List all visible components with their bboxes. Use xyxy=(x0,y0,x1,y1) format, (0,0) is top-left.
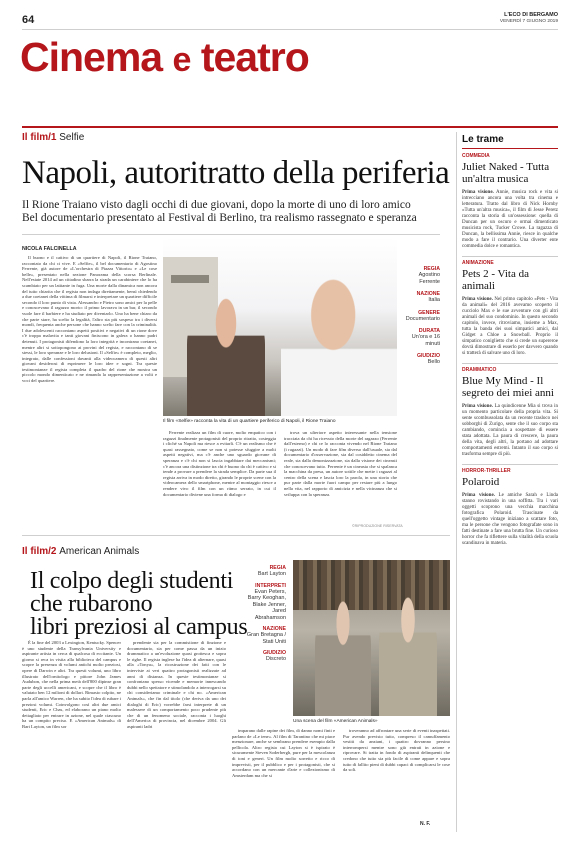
article2-photo xyxy=(293,560,450,716)
sidebar-item-category: HORROR-THRILLER xyxy=(462,468,511,474)
info-label: INTERPRETI xyxy=(255,582,286,589)
article1-title: Napoli, autoritratto della periferia xyxy=(22,155,450,191)
info-value: Bello xyxy=(427,359,440,365)
info-value: Documentario xyxy=(405,315,440,322)
article2-title-line-3: libri preziosi al campus xyxy=(30,614,248,640)
article2-column-2 xyxy=(127,640,226,830)
article1-photo-caption: Il film «Selfie» racconta la vita di un quartiere periferico di Napoli, il Rione Traiano xyxy=(163,419,336,424)
sidebar-item-title: Pets 2 - Vita da animali xyxy=(462,268,529,292)
info-nazione xyxy=(244,626,286,645)
info-label: REGIA xyxy=(269,565,286,571)
sidebar-item-body: Nel primo capitolo «Pets - Vita da animali» del 2016 avevamo scoperto il cucciolo Max e le sue avventure con gli altri animali del suo condominio. In questo secondo capitolo, invece, ritroviamo, insieme a Max, tutta la banda dei suoi simpatici amici, dal Gidget a Chloe a Snowball. Proprio il simpatico coniglietto che si crede un supereroe dovrà dimostrare di esserlo per davvero quando si tratterà di salvare uno di loro. xyxy=(462,297,558,356)
info-label: GIUDIZIO xyxy=(416,353,440,359)
sidebar-item-title: Polaroid xyxy=(462,476,500,488)
section-title-teatro: teatro xyxy=(200,34,309,80)
sidebar-divider xyxy=(456,132,457,832)
newspaper-name: L'ECO DI BERGAMO xyxy=(504,12,558,18)
article1-subtitle-2: Bel documentario presentato al Festival di Berlino, tra realismo rassegnato e speranza xyxy=(22,212,417,224)
article2-info-box xyxy=(244,565,286,663)
sidebar-item-lead: Prima visione. xyxy=(462,297,493,302)
article2-column-4 xyxy=(343,728,450,820)
info-interpreti xyxy=(244,583,286,622)
article2-kicker-num: Il film/2 xyxy=(22,546,57,557)
article1-photo xyxy=(163,237,397,416)
info-value: Bart Layton xyxy=(257,571,286,577)
article2-title xyxy=(30,570,260,639)
sidebar-item-category: DRAMMATICO xyxy=(462,367,497,373)
sidebar-item-animazione xyxy=(462,256,558,357)
article-separator xyxy=(22,535,450,536)
article2-text-1: È la fine del 2003 a Lexington, Kentucky. Spencer è uno studente della Transylvania University e aspirante artista in cerca di qualcosa di eccitante. Un giorno si reca in visita alla biblioteca del campus e scopre la presenza di volumi antichi molto preziosi, opere di Darwin e altri. Tra questi volumi, uno libro illustrato dell'ornitologo e pittore John James Audubon, che nella prima metà dell'800 dipinse gran parte degli uccelli americani, e scopre che il libro è valutato ben 12 milioni di dollari. Rimasto colpito, ne parla all'amico Warren, che ha subito l'idea di rubare i preziosi volumi. Coinvolgono così altri due amici studenti, Eric e Chas, ed elaborano un piano molto dettagliato per entrare in azione, nel quale ciascuno ha un compito preciso. E «American Animals» di Bart Layton, un film sor xyxy=(22,640,121,729)
article1-column-2 xyxy=(163,430,276,530)
article1-text-2: Ferrente realizza un film di cuore, molto empatico con i ragazzi finalmente protagonisti del proprio ritratto, costeggia i cliché su Napoli ma riesce a evitarli. C'è un realismo che è quasi rassegnato, come se non si potesse sfuggire a molti aspetti negativi, ma c'è anche uno sguardo giovane di speranza e c'è chi non si lascia ingabbiare dai meccanismi; c'è ancora una distinzione tra chi è buono da chi è cattivo e si tende a provare a prendere la strada semplice. Da parte sua il regista arriva in modo diretto, girando le proprie scene con la videocamera dello smartphone, mentre al montaggio riesce a rendere vivo il film con un ritmo serrato, in cui il documentario diviene una forma di dialogo e xyxy=(163,430,276,497)
article2-text-4: troveranno ad affrontare una serie di eventi inaspettati. Pur avendo previsto tutto, compreso il camuffamento vestiti da anziani, i quattro dovranno persino interrompersi mentre sono già entrati in azione e riprovare. Si tratta in fondo di aspiranti delinquenti che credono che tutto sia più facile di come appare e sopra tutto di fallito pieni di dubbi capaci di complicarsi le cose da soli. xyxy=(343,728,450,773)
section-title xyxy=(20,34,309,81)
page-number: 64 xyxy=(22,14,35,26)
article2-kicker-topic: American Animals xyxy=(59,546,140,557)
article2-text-2: prendente sia per la commistione di finzione e documentario, sia per come passa da un inizio drammatico a un'evoluzione quasi grottesca e sopra le righe. Il regista inglese ha l'idea di alternare, quasi alla «Tonya», la ricostruzione dei fatti con le interviste ai veri quattro protagonisti realizzate ad anni di distanza. In queste testimonianze si confrontano spesso vicende e memorie innescando dubbi nello spettatore e stimolandolo a interrogarsi su chi consideriamo criminale e chi no. «American Animals», che fin dal titolo (che deriva da uno dei dialoghi di Eric) vorrebbe farsi interprete di un malessere di un comportamento poco prudente più che di un fenomeno sociale, racconta i luoghi dell'America di provincia, nel dicembre 2004. Gli aspiranti ladri xyxy=(127,640,226,729)
article2-title-line-2: che rubarono xyxy=(30,591,153,617)
article2-signature: N. F. xyxy=(420,821,431,827)
photo-building-windows xyxy=(171,275,209,283)
section-title-cinema: Cinema xyxy=(20,34,163,80)
sidebar-item-title: Blue My Mind - Il segreto dei miei anni xyxy=(462,375,554,399)
article1-author: NICOLA FALCINELLA xyxy=(22,246,77,252)
info-label: NAZIONE xyxy=(416,291,440,297)
article2-text-3: imparano dalle rapine dei film, di danno nomi finti e parlano de «Le iene». Al film di Tarantino che mi piace menzionare, anche se sembrano prendere esempio dalla pellicola. Altro regista cui Layton si è ispirato è sicuramente Steven Soderbergh, pure per la mescolanza di toni e generi. Un film molto sorretto e ricco di imprevisti, per il pubblico e per i protagonisti, che si accordano con un mercante d'arte e collezionismo di Amsterdam ma che si xyxy=(232,728,335,778)
article1-kicker-num: Il film/1 xyxy=(22,132,57,143)
photo-man-right xyxy=(379,596,437,716)
article2-column-3 xyxy=(232,728,335,828)
article1-copyright: ©RIPRODUZIONE RISERVATA xyxy=(352,524,403,528)
info-value: Evan Peters, Barry Keoghan, Blake Jenner, Jared Abrahamson xyxy=(247,588,286,621)
sidebar-item-lead: Prima visione. xyxy=(462,493,495,498)
info-value: Italia xyxy=(428,297,440,303)
info-giudizio xyxy=(244,650,286,663)
info-label: DURATA xyxy=(418,328,440,334)
info-label: GIUDIZIO xyxy=(262,650,286,656)
info-regia xyxy=(400,266,440,285)
info-giudizio xyxy=(400,353,440,366)
sidebar-item-body: La quindicenne Mia si trova in un momento particolare della propria vita. Si sente scombussolata da un recente trasloco nei sobborghi di Zurigo, sente che il suo corpo sta cambiando, comincia a sospettare di essere stata adottata. La paura di crescere, la paura della vita, degli altri, la portano ad adottare comportamenti estremi. Intanto il suo corpo si trasforma sempre di più. xyxy=(462,404,558,457)
sidebar-item-lead: Prima visione. xyxy=(462,190,494,195)
sidebar-item-text xyxy=(462,297,558,357)
header-divider xyxy=(22,29,558,30)
issue-date: VENERDÌ 7 GIUGNO 2019 xyxy=(499,19,558,24)
sidebar-item-body: Annie, musica rock e vita si intrecciano ancora una volta tra cinema e letteratura. Tratto dal libro di Nick Hornby «Tutta un'altra musica», il film di Jesse Peretz racconta la storia di un'ossessione: quella di Duncan per un oscuro e ormai dimenticato musicista rock, Tucker Crowe. La ragazza di Duncan, la bellissima Annie, riesce in qualche modo a fare il contrario. Una diverter ente commedia dolce e romantica. xyxy=(462,190,558,249)
photo-person-right xyxy=(281,265,397,416)
sidebar-item-commedia xyxy=(462,153,558,250)
article1-text-3: trova un ulteriore aspetto interessante nella tensione tracciata da chi ha ricevuto della morte del ragazzo (Ferrente dall'esterno) e chi ce lo racconta vivendo nel Rione Traiano (i ragazzi). Un modo di fare film diverso dall'usuale, sia dal documentario d'osservazione, sia dal cosiddetto cinema del reale, sia dalla demonizzazione, sia dalla visione dei cineasti che conoscevano tutto. Ferrente è un cineasta che si spalanca la macchina da presa, un autore sottile che mette i ragazzi al centro della scena e lascia loro la parola, in una storia che pur parte dalla morte fuori campo per restare più a lungo nella vita, nel rapporto di amicizia e nella vicinanza che si sviluppa con la speranza. xyxy=(284,430,397,497)
sidebar-item-drammatico xyxy=(462,363,558,458)
sidebar-item-text xyxy=(462,190,558,250)
sidebar-item-lead: Prima visione. xyxy=(462,404,493,409)
info-label: REGIA xyxy=(423,266,440,272)
info-value: Gran Bretagna / Stati Uniti xyxy=(246,632,286,645)
article1-kicker xyxy=(22,132,84,143)
article1-divider xyxy=(22,234,440,235)
sidebar-item-category: ANIMAZIONE xyxy=(462,260,494,266)
section-rule xyxy=(22,126,558,128)
info-nazione xyxy=(400,291,440,304)
info-label: GENERE xyxy=(418,309,440,316)
sidebar-item-title: Juliet Naked - Tutta un'altra musica xyxy=(462,161,550,185)
article1-text-1: Il buono e il cattivo di un quartiere di Napoli, il Rione Traiano, raccontato da chi ci vive. E «Selfie», il bel documentario di Agostino Ferrente, già autore de «L'orchestra di Piazza Vittorio» e «Le cose belle», presentato nella sezione Panorama della scorsa Berlinale. Nell'estate 2014 ad un cittadino sbarra la strada un carabiniere che lo ha scambiato per un latitante in fuga. Una morte dalla dinamica non ancora del tutto chiarita che il regista non indaga direttamente, bensì chiedendo a due coetanei della vittima di filmarsi e interpretare un quartiere difficile secondo il loro punto di vista. Alessandro e Pietro sono amici per la pelle e conoscevano il ragazzo morto: il primo lavorava in un bar, il secondo vuole fare il barbiere e ha studiato per diventarlo. Uno ha bene chiaro da che parte stare, ha scelto la legalità, l'altro sta più sospeso tra i diversi mondi, frequenta anche persone che hanno scelto fare con la criminalità. I due adolescenti raccontano aspetti positivi e negativi di un rione dove c'è troppa malavita e tanti giovani finiscono in galera o hanno padri detenuti. I protagonisti difendono la loro integrità e incontrano coetanei, mentre altri si sottopongono ai provini del regista, e raccontano di se stessi, le loro speranze e le loro delusioni. Il «Selfie» è completo, meglio, integrato, dalle confessioni davanti alla videocamera di questi altri giovani desiderosi di esprimere le loro idee e sogni. Tra queste testimonianze il regista completa il quadro del rione che mostra un piccolo mondo dimenticato e ne rimanda la rappresentazione a volti e voci del quartiere. xyxy=(22,255,157,384)
sidebar-item-category: COMMEDIA xyxy=(462,153,490,159)
photo-man-left xyxy=(315,600,371,716)
section-title-e: e xyxy=(172,41,191,79)
article2-photo-caption: Una scena del film «American Animals» xyxy=(293,719,378,724)
sidebar xyxy=(462,134,558,834)
article1-column-1 xyxy=(22,255,157,527)
info-value: Agostino Ferrente xyxy=(418,272,440,285)
info-durata xyxy=(400,328,440,347)
article1-column-3 xyxy=(284,430,397,522)
info-genere xyxy=(400,310,440,323)
sidebar-item-body: Le amiche Sarah e Linda stanno rovistando in una soffitta. Tra i vari oggetti scoprono una vecchia macchina fotografica Polaroid. Trascinate da quell'oggetto vintage iniziano a scattare foto, ma le persone che vengono fotografate sono in fatti destinate a fare una brutta fine. Un curioso horror che fa riflettere sulla vitalità della scuola scandinava in materia. xyxy=(462,493,558,546)
article1-subtitle-1: Il Rione Traiano visto dagli occhi di due giovani, dopo la morte di uno di loro amico xyxy=(22,199,411,211)
article1-kicker-topic: Selfie xyxy=(59,132,85,143)
info-regia xyxy=(244,565,286,578)
article1-info-box xyxy=(400,266,440,366)
info-value: Discreto xyxy=(265,656,286,662)
photo-bookshelf xyxy=(293,560,450,610)
article2-kicker xyxy=(22,546,139,557)
photo-person-left xyxy=(187,297,265,416)
sidebar-item-text xyxy=(462,404,558,458)
info-value: Un'ora e 16 minuti xyxy=(411,334,440,347)
sidebar-title: Le trame xyxy=(462,134,558,149)
sidebar-item-text xyxy=(462,493,558,547)
sidebar-item-horror xyxy=(462,464,558,547)
article2-title-line-1: Il colpo degli studenti xyxy=(30,568,234,594)
info-label: NAZIONE xyxy=(262,626,286,632)
article2-column-1 xyxy=(22,640,121,830)
